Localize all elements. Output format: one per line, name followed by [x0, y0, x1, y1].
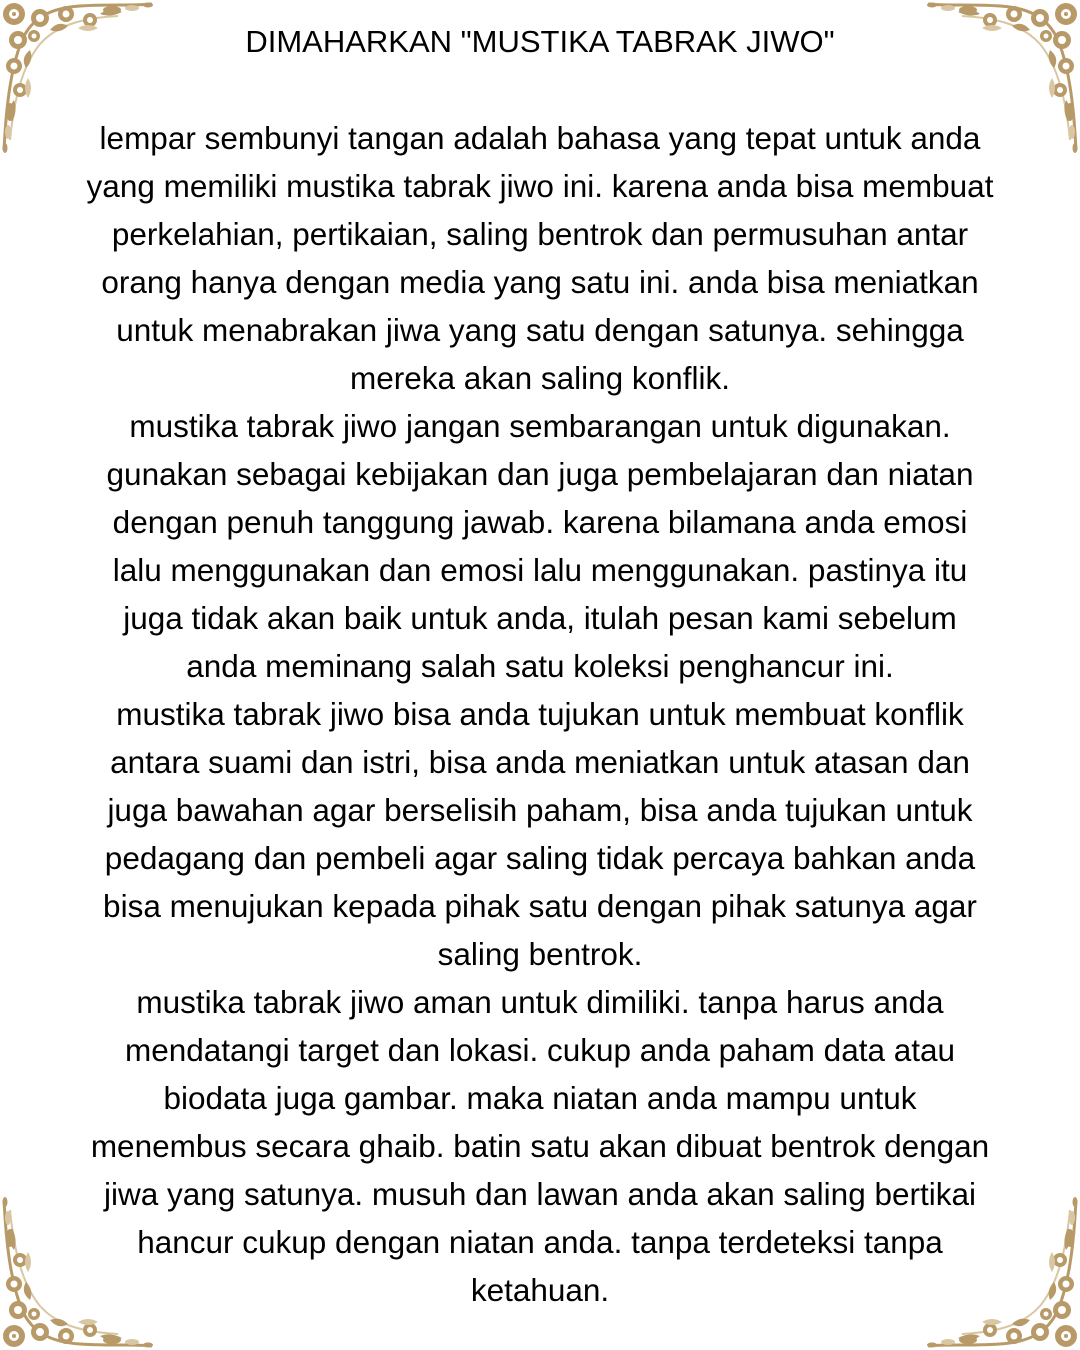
paragraph-4	[30, 978, 1050, 1314]
text-line: mustika tabrak jiwo aman untuk dimiliki. tanpa harus anda	[136, 984, 944, 1020]
text-line: gunakan sebagai kebijakan dan juga pembelajaran dan niatan	[106, 456, 974, 492]
text-line: juga tidak akan baik untuk anda, itulah pesan kami sebelum	[123, 600, 957, 636]
text-line: mereka akan saling konflik.	[350, 360, 730, 396]
paragraph-2	[30, 402, 1050, 690]
paragraph-1	[30, 114, 1050, 402]
text-line: menembus secara ghaib. batin satu akan dibuat bentrok dengan	[90, 1128, 990, 1164]
text-line: biodata juga gambar. maka niatan anda mampu untuk	[163, 1080, 917, 1116]
text-line: antara suami dan istri, bisa anda meniatkan untuk atasan dan	[110, 744, 970, 780]
text-line: perkelahian, pertikaian, saling bentrok dan permusuhan antar	[111, 216, 969, 252]
text-line: lalu menggunakan dan emosi lalu menggunakan. pastinya itu	[112, 552, 968, 588]
text-line: saling bentrok.	[437, 936, 643, 972]
paragraph-3	[30, 690, 1050, 978]
text-line: orang hanya dengan media yang satu ini. anda bisa meniatkan	[101, 264, 979, 300]
text-line: ketahuan.	[470, 1272, 610, 1308]
text-line: mustika tabrak jiwo bisa anda tujukan untuk membuat konflik	[116, 696, 964, 732]
text-line: anda meminang salah satu koleksi penghancur ini.	[186, 648, 894, 684]
text-line: yang memiliki mustika tabrak jiwo ini. karena anda bisa membuat	[86, 168, 994, 204]
text-line: juga bawahan agar berselisih paham, bisa anda tujukan untuk	[107, 792, 973, 828]
text-line: dengan penuh tanggung jawab. karena bilamana anda emosi	[112, 504, 968, 540]
text-line: mendatangi target dan lokasi. cukup anda paham data atau	[124, 1032, 956, 1068]
text-line: hancur cukup dengan niatan anda. tanpa terdeteksi tanpa	[137, 1224, 943, 1260]
document-body	[30, 114, 1050, 1314]
text-line: jiwa yang satunya. musuh dan lawan anda akan saling bertikai	[103, 1176, 977, 1212]
text-line: mustika tabrak jiwo jangan sembarangan untuk digunakan.	[129, 408, 951, 444]
text-line: untuk menabrakan jiwa yang satu dengan satunya. sehingga	[116, 312, 964, 348]
page-title: DIMAHARKAN "MUSTIKA TABRAK JIWO"	[245, 24, 835, 59]
text-line: bisa menujukan kepada pihak satu dengan pihak satunya agar	[103, 888, 977, 924]
text-line: lempar sembunyi tangan adalah bahasa yang tepat untuk anda	[99, 120, 981, 156]
text-line: pedagang dan pembeli agar saling tidak percaya bahkan anda	[104, 840, 976, 876]
